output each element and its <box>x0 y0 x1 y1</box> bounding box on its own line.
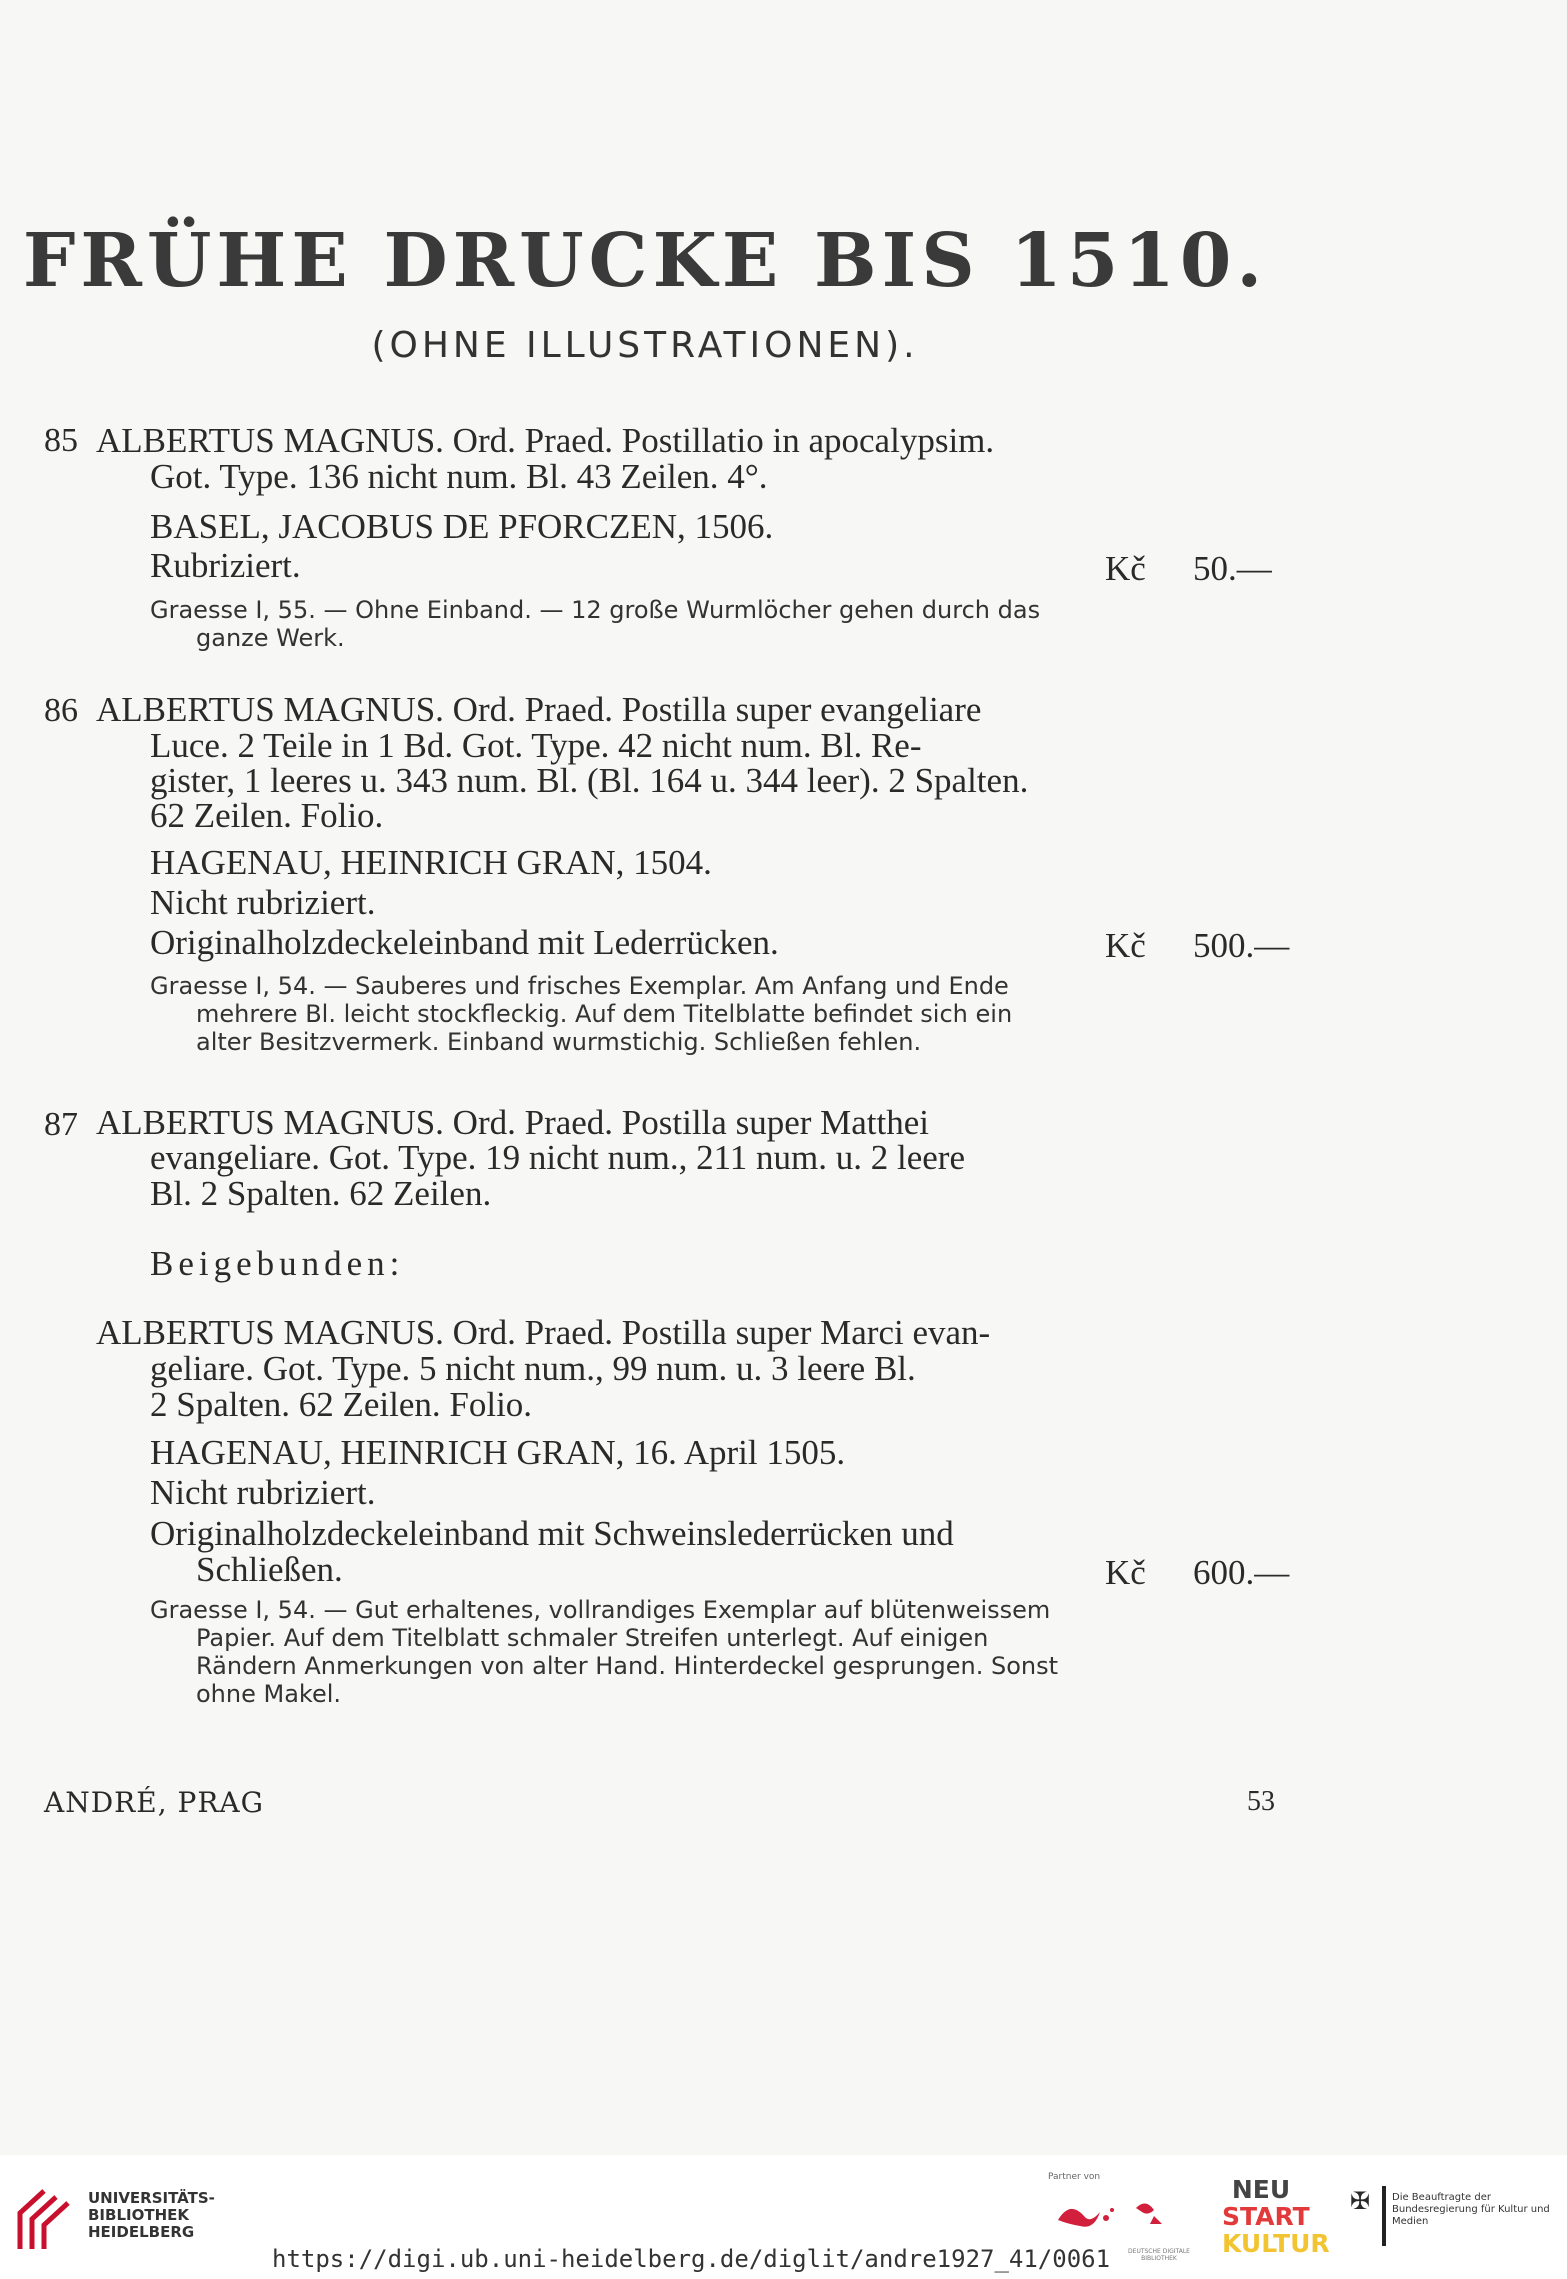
university-library-logo-icon <box>14 2183 78 2255</box>
library-name-line: HEIDELBERG <box>88 2223 195 2241</box>
entry-note: Graesse I, 54. — Gut erhaltenes, vollrandiges Exemplar auf blütenweissem <box>150 1596 1051 1624</box>
entry-line: Originalholzdeckeleinband mit Schweinslederrücken und <box>150 1514 954 1553</box>
entry-line: Bl. 2 Spalten. 62 Zeilen. <box>150 1174 492 1213</box>
entry-line: 62 Zeilen. Folio. <box>150 796 384 835</box>
entry-line: BASEL, JACOBUS DE PFORCZEN, 1506. <box>150 507 774 546</box>
entry-note: Rändern Anmerkungen von alter Hand. Hinterdeckel gesprungen. Sonst <box>196 1652 1059 1680</box>
entry-line: Nicht rubriziert. <box>150 883 376 922</box>
entry-line: ALBERTUS MAGNUS. Ord. Praed. Postilla super Matthei <box>96 1103 929 1142</box>
entry-note: alter Besitzvermerk. Einband wurmstichig. Schließen fehlen. <box>196 1028 922 1056</box>
partner-label: Partner von <box>1048 2172 1101 2182</box>
entry-line: gister, 1 leeres u. 343 num. Bl. (Bl. 164 u. 344 leer). 2 Spalten. <box>150 761 1029 800</box>
entry-note: Papier. Auf dem Titelblatt schmaler Streifen unterlegt. Auf einigen <box>196 1624 989 1652</box>
currency-label: Kč <box>1105 926 1146 965</box>
federal-eagle-icon: ✠ <box>1350 2189 1371 2215</box>
publisher-footer: ANDRÉ, PRAG <box>44 1786 265 1819</box>
neustart-kultur-logo <box>1222 2175 1330 2258</box>
entry-line: HAGENAU, HEINRICH GRAN, 16. April 1505. <box>150 1433 846 1472</box>
entry-line: ALBERTUS MAGNUS. Ord. Praed. Postillatio in apocalypsim. <box>96 421 995 460</box>
currency-label: Kč <box>1105 549 1146 588</box>
entry-line: Got. Type. 136 nicht num. Bl. 43 Zeilen. 4°. <box>150 457 768 496</box>
entry-line: evangeliare. Got. Type. 19 nicht num., 211 num. u. 2 leere <box>150 1138 965 1177</box>
price-value: 600.— <box>1193 1553 1290 1592</box>
page-number: 53 <box>1247 1786 1275 1817</box>
entry-line: Nicht rubriziert. <box>150 1473 376 1512</box>
entry-line: geliare. Got. Type. 5 nicht num., 99 num. u. 3 leere Bl. <box>150 1349 916 1388</box>
entry-note: mehrere Bl. leicht stockfleckig. Auf dem Titelblatte befindet sich ein <box>196 1000 1013 1028</box>
entry-line: ALBERTUS MAGNUS. Ord. Praed. Postilla super evangeliare <box>96 690 982 729</box>
neustart-line: KULTUR <box>1222 2229 1330 2258</box>
entry-line: 2 Spalten. 62 Zeilen. Folio. <box>150 1385 533 1424</box>
entry-line: ALBERTUS MAGNUS. Ord. Praed. Postilla super Marci evan- <box>96 1313 991 1352</box>
document-url-link[interactable]: https://digi.ub.uni-heidelberg.de/diglit/andre1927_41/0061 <box>272 2245 1111 2273</box>
ddb-label: DEUTSCHE DIGITALE BIBLIOTHEK <box>1128 2248 1190 2262</box>
entry-line: Luce. 2 Teile in 1 Bd. Got. Type. 42 nicht num. Bl. Re- <box>150 726 922 765</box>
entry-line: Schließen. <box>196 1550 343 1589</box>
page-subtitle: (OHNE ILLUSTRATIONEN). <box>371 325 919 366</box>
entry-note: Graesse I, 54. — Sauberes und frisches Exemplar. Am Anfang und Ende <box>150 972 1009 1000</box>
neustart-line: NEU <box>1231 2175 1291 2204</box>
entry-note: Graesse I, 55. — Ohne Einband. — 12 große Wurmlöcher gehen durch das <box>150 596 1041 624</box>
entry-number: 86 <box>44 692 78 729</box>
library-name-line: BIBLIOTHEK <box>88 2206 189 2224</box>
bkm-divider <box>1382 2186 1386 2246</box>
neustart-line: START <box>1222 2202 1310 2231</box>
entry-note: ohne Makel. <box>196 1680 342 1708</box>
page-title: FRÜHE DRUCKE BIS 1510. <box>22 218 1268 304</box>
entry-number: 87 <box>44 1106 78 1143</box>
entry-line: Originalholzdeckeleinband mit Lederrücken. <box>150 923 779 962</box>
entry-number: 85 <box>44 422 78 459</box>
entry-note: ganze Werk. <box>196 624 345 652</box>
entry-line: HAGENAU, HEINRICH GRAN, 1504. <box>150 843 712 882</box>
price-value: 500.— <box>1193 926 1290 965</box>
library-name <box>88 2190 215 2241</box>
currency-label: Kč <box>1105 1553 1146 1592</box>
ddb-logo-icon <box>1050 2190 1200 2250</box>
library-name-line: UNIVERSITÄTS- <box>88 2189 215 2207</box>
bound-with-label: Beigebunden: <box>150 1244 405 1283</box>
bkm-label: Die Beauftragte der Bundesregierung für Kultur und Medien <box>1392 2192 1550 2227</box>
entry-line: Rubriziert. <box>150 546 301 585</box>
price-value: 50.— <box>1193 549 1272 588</box>
